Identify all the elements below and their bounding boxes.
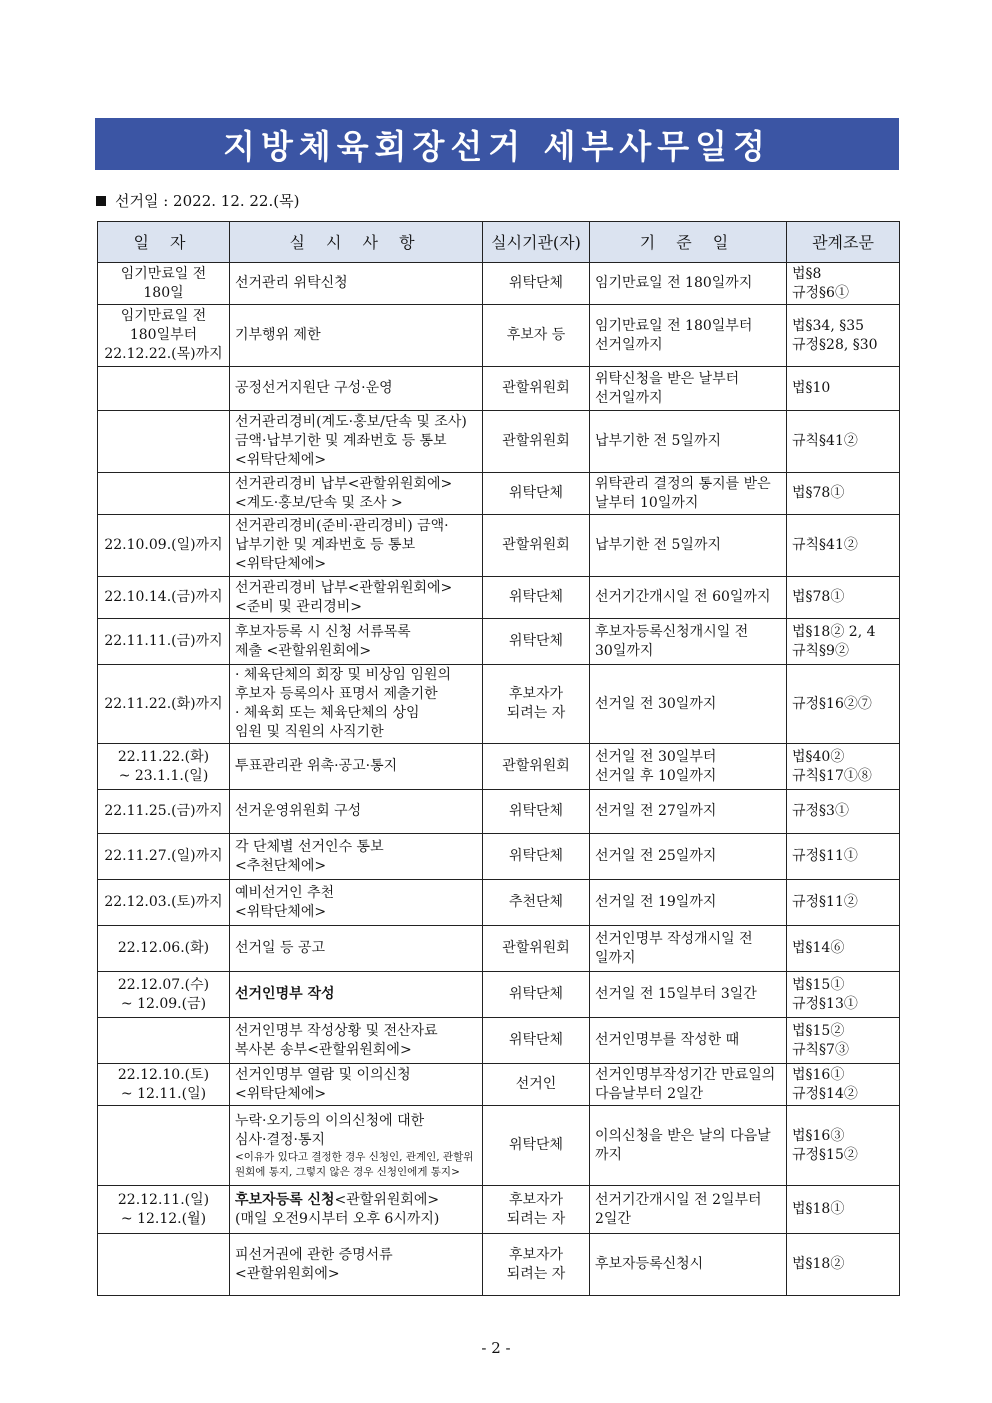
cell-line: 위탁단체 [508,589,564,605]
cell-line: 위탁단체 [508,848,564,864]
cell-task [230,880,483,926]
cell-task [230,305,483,367]
cell-line: 규칙§17①⑧ [792,767,872,784]
cell-article [787,577,900,619]
cell-line: 납부기한 및 계좌번호 등 통보 [235,537,416,553]
table-row [98,790,900,834]
cell-line: 법§18② 2, 4 [792,623,876,640]
cell-basis [590,926,787,972]
table-row [98,1106,900,1186]
cell-basis [590,1106,787,1186]
cell-line: 선거기간개시일 전 60일까지 [595,589,771,605]
cell-line: ~ 12.11.(일) [120,1085,207,1102]
cell-task [230,473,483,515]
cell-basis [590,577,787,619]
cell-date [98,1018,230,1064]
cell-date [98,790,230,834]
cell-line: 22.11.27.(일)까지 [104,848,223,864]
cell-line: 후보자가 [508,1246,564,1263]
cell-line: 각 단체별 선거인수 통보 [235,838,384,855]
cell-line: 22.11.22.(화)까지 [104,695,223,712]
table-row [98,263,900,305]
table-row [98,880,900,926]
cell-task [230,790,483,834]
cell-agency [483,1064,590,1106]
cell-date [98,926,230,972]
cell-line: 예비선거인 추천 [235,884,335,901]
cell-task [230,1186,483,1234]
cell-task [230,744,483,790]
table-row [98,305,900,367]
election-date: 선거일 : 2022. 12. 22.(목) [115,192,300,210]
cell-date [98,1064,230,1106]
cell-line: 규정§16②⑦ [792,695,872,712]
table-row [98,744,900,790]
cell-line: 선거일 전 15일부터 3일간 [595,986,757,1002]
cell-line: 납부기한 전 5일까지 [595,433,721,449]
cell-line: 법§16① [792,1066,845,1083]
cell-line: 되려는 자 [506,1265,566,1282]
cell-line: 임기만료일 전 [120,308,207,324]
cell-line: 후보자등록 시 신청 서류목록 [235,623,411,640]
cell-line: 법§78① [792,485,845,501]
table-row [98,1064,900,1106]
cell-basis [590,665,787,744]
cell-line: 22.10.09.(일)까지 [104,537,223,553]
cell-line: <위탁단체에> [235,452,327,468]
cell-line: 22.12.06.(화) [117,940,210,956]
cell-date [98,744,230,790]
cell-article [787,665,900,744]
cell-basis [590,411,787,473]
cell-line: 선거관리경비 납부<관할위원회에> [235,579,453,596]
cell-date [98,665,230,744]
cell-line: 선거인명부작성기간 만료일의 [595,1066,776,1083]
cell-line: 투표관리관 위촉·공고·통지 [235,758,398,774]
cell-line: 법§14⑥ [792,940,845,956]
cell-line: 선거관리경비 납부<관할위원회에> [235,475,453,492]
cell-line: <추천단체에> [235,857,327,874]
cell-line: 임기만료일 전 180일까지 [595,275,753,291]
cell-line: 되려는 자 [506,705,566,721]
cell-article [787,972,900,1018]
cell-line: 규정§11② [792,894,858,910]
cell-line: 규정§6① [792,284,849,301]
table-row [98,367,900,411]
cell-date [98,1234,230,1296]
cell-line: 선거인명부 작성개시일 전 [595,930,753,947]
cell-line: 선거일까지 [595,336,663,353]
cell-line: 선거일 전 30일까지 [595,695,717,712]
cell-line: 임원 및 직원의 사직기한 [235,724,384,740]
table-row [98,515,900,577]
cell-line: 선거기간개시일 전 2일부터 [595,1191,762,1208]
cell-line: 공정선거지원단 구성·운영 [235,380,393,396]
cell-line: 위탁단체 [508,633,564,649]
cell-line: 22.12.10.(토) [117,1066,210,1083]
election-date-line [96,190,299,211]
cell-line: 법§8 [792,265,822,282]
cell-basis [590,1234,787,1296]
cell-line: 규칙§41② [792,433,858,449]
cell-article [787,1186,900,1234]
cell-line: 선거일 후 10일까지 [595,767,717,784]
table-header-row [98,222,900,263]
table-row [98,1186,900,1234]
cell-agency [483,972,590,1018]
cell-date [98,834,230,880]
cell-line: 선거인명부 작성상황 및 전산자료 [235,1022,438,1039]
cell-line: 후보자 등 [506,327,566,343]
cell-line: <관할위원회에> [334,1191,440,1208]
cell-line: 선거일 전 25일까지 [595,848,717,864]
cell-line: 후보자 등록의사 표명서 제출기한 [235,686,438,702]
cell-line: 임기만료일 전 [120,265,207,282]
header-date: 일 자 [98,222,230,263]
cell-agency [483,665,590,744]
cell-line: 법§15① [792,976,845,993]
cell-task [230,515,483,577]
cell-line: <위탁단체에> [235,1085,327,1102]
cell-line: 선거일 전 30일부터 [595,748,717,765]
table-row [98,972,900,1018]
cell-task [230,577,483,619]
table-row [98,411,900,473]
table-row [98,577,900,619]
cell-line: 후보자가 [508,686,564,702]
cell-agency [483,411,590,473]
cell-agency [483,1018,590,1064]
cell-task [230,1064,483,1106]
cell-line: 관할위원회 [502,940,570,956]
cell-line: 위탁단체 [508,986,564,1002]
cell-agency [483,834,590,880]
cell-line: 누락·오기등의 이의신청에 대한 [235,1112,425,1129]
cell-task [230,834,483,880]
cell-line: 규칙§9② [792,642,849,659]
cell-basis [590,1186,787,1234]
cell-line: 다음날부터 2일간 [595,1085,704,1102]
cell-line: 피선거권에 관한 증명서류 [235,1246,393,1263]
header-task: 실 시 사 항 [230,222,483,263]
cell-line: 법§40② [792,748,845,765]
square-bullet-icon [96,196,106,206]
cell-agency [483,1234,590,1296]
cell-article [787,411,900,473]
cell-date [98,880,230,926]
cell-line: 추천단체 [508,894,564,910]
cell-agency [483,880,590,926]
cell-line: 규칙§41② [792,537,858,553]
cell-basis [590,834,787,880]
cell-line: 선거운영위원회 구성 [235,803,362,819]
cell-article [787,926,900,972]
cell-task [230,619,483,665]
cell-line: 임기만료일 전 180일부터 [595,317,753,334]
cell-article [787,619,900,665]
cell-article [787,1064,900,1106]
cell-task [230,665,483,744]
cell-task [230,1018,483,1064]
cell-line: 선거관리경비(준비·관리경비) 금액· [235,518,449,534]
table-row [98,1234,900,1296]
cell-line: 관할위원회 [502,433,570,449]
cell-basis [590,515,787,577]
task-strong-text: 후보자등록 신청 [235,1191,335,1208]
cell-line: 30일까지 [595,642,654,659]
cell-line: <계도·홍보/단속 및 조사 > [235,494,403,511]
cell-line: 선거인 [515,1076,557,1092]
header-basis: 기 준 일 [590,222,787,263]
cell-article [787,515,900,577]
cell-agency [483,305,590,367]
cell-line: 날부터 10일까지 [595,494,699,511]
cell-line: 선거일 전 27일까지 [595,803,717,819]
cell-line: (매일 오전9시부터 오후 6시까지) [235,1210,440,1227]
cell-agency [483,619,590,665]
cell-line: 선거관리 위탁신청 [235,275,348,291]
cell-basis [590,305,787,367]
cell-date [98,263,230,305]
table-row [98,1018,900,1064]
cell-line: 후보자등록신청시 [595,1256,704,1272]
cell-article [787,744,900,790]
cell-agency [483,263,590,305]
cell-date [98,367,230,411]
cell-line: 규정§15② [792,1146,858,1163]
page-number: - 2 - [481,1339,511,1357]
cell-line: 22.11.22.(화) [117,748,210,765]
cell-line: 법§16③ [792,1127,845,1144]
cell-basis [590,1018,787,1064]
cell-line: 심사·결정·통지 [235,1131,326,1148]
cell-article [787,473,900,515]
header-agency: 실시기관(자) [483,222,590,263]
cell-line: 위탁단체 [508,485,564,501]
cell-agency [483,790,590,834]
cell-line: <위탁단체에> [235,903,327,920]
cell-line: 위탁단체 [508,275,564,291]
cell-agency [483,577,590,619]
cell-task [230,1106,483,1186]
cell-line: 법§34, §35 [792,317,865,334]
cell-line: 180일부터 [129,327,198,343]
cell-line: 선거일 등 공고 [235,940,326,956]
cell-line: <관할위원회에> [235,1265,340,1282]
cell-line: 22.12.07.(수) [117,976,210,993]
cell-line: · 체육회 또는 체육단체의 상임 [235,705,420,721]
cell-basis [590,263,787,305]
cell-article [787,790,900,834]
cell-line: 관할위원회 [502,380,570,396]
cell-basis [590,972,787,1018]
cell-agency [483,1106,590,1186]
cell-article [787,880,900,926]
table-row [98,473,900,515]
cell-line: 법§18② [792,1256,845,1272]
cell-article [787,305,900,367]
cell-line: 180일 [143,284,184,301]
cell-article [787,1234,900,1296]
cell-date [98,972,230,1018]
cell-line: ~ 12.12.(월) [120,1210,207,1227]
cell-date [98,577,230,619]
cell-agency [483,1186,590,1234]
cell-line: 22.10.14.(금)까지 [104,589,223,605]
cell-line: ~ 23.1.1.(일) [118,767,209,784]
cell-date [98,619,230,665]
cell-task [230,411,483,473]
cell-basis [590,473,787,515]
cell-task [230,972,483,1018]
cell-line: 관할위원회 [502,758,570,774]
cell-agency [483,744,590,790]
cell-line: 선거인명부 작성 [235,986,335,1002]
cell-line: 이의신청을 받은 날의 다음날까지 [595,1127,771,1163]
cell-basis [590,619,787,665]
cell-article [787,367,900,411]
cell-line: 규정§13① [792,995,858,1012]
cell-line: ~ 12.09.(금) [120,995,207,1012]
cell-task [230,367,483,411]
table-row [98,665,900,744]
cell-line: 되려는 자 [506,1210,566,1227]
cell-line: 선거인명부를 작성한 때 [595,1032,740,1048]
cell-line: 법§18① [792,1201,845,1217]
cell-line: 22.11.11.(금)까지 [104,633,223,649]
cell-line: 일까지 [595,949,636,966]
cell-agency [483,473,590,515]
cell-line: 법§15② [792,1022,845,1039]
schedule-table [97,221,900,1296]
cell-article [787,263,900,305]
cell-line: 규칙§7③ [792,1041,849,1058]
cell-task [230,926,483,972]
cell-line: 후보자가 [508,1191,564,1208]
cell-line: 선거인명부 열람 및 이의신청 [235,1066,411,1083]
cell-line: 2일간 [595,1210,631,1227]
cell-line: 22.12.03.(토)까지 [104,894,223,910]
table-row [98,619,900,665]
cell-line: 규정§3① [792,803,849,819]
cell-line: 규정§11① [792,848,858,864]
cell-line: 납부기한 전 5일까지 [595,537,721,553]
cell-line: 규정§14② [792,1085,858,1102]
cell-agency [483,926,590,972]
cell-line: 법§78① [792,589,845,605]
cell-line: · 체육단체의 회장 및 비상임 임원의 [235,667,452,683]
cell-line: 선거관리경비(계도·홍보/단속 및 조사) [235,414,467,430]
cell-small-note: <이유가 있다고 결정한 경우 신청인, 관계인, 관할위원회에 통지, 그렇지 않은 경우 신청인에게 통지> [235,1150,474,1178]
cell-line: <위탁단체에> [235,556,327,572]
schedule-body [98,263,900,1296]
cell-date [98,411,230,473]
cell-article [787,834,900,880]
cell-date [98,1186,230,1234]
cell-article [787,1018,900,1064]
cell-line: 제출 <관할위원회에> [235,642,372,659]
cell-basis [590,790,787,834]
cell-agency [483,367,590,411]
cell-line: 위탁관리 결정의 통지를 받은 [595,475,771,492]
cell-line: 22.12.22.(목)까지 [104,346,223,362]
cell-basis [590,880,787,926]
cell-task [230,1234,483,1296]
cell-line: 선거일 전 19일까지 [595,894,717,910]
cell-line: 기부행위 제한 [235,327,321,343]
cell-task [230,263,483,305]
cell-line: 규정§28, §30 [792,336,878,353]
cell-line: 관할위원회 [502,537,570,553]
cell-line: 법§10 [792,380,831,396]
cell-line: 22.11.25.(금)까지 [104,803,223,819]
cell-basis [590,1064,787,1106]
header-article: 관계조문 [787,222,900,263]
cell-line: <준비 및 관리경비> [235,598,363,615]
cell-date [98,515,230,577]
cell-line: 위탁단체 [508,1032,564,1048]
cell-line: 복사본 송부<관할위원회에> [235,1041,412,1058]
cell-article [787,1106,900,1186]
cell-date [98,1106,230,1186]
cell-line: 후보자등록신청개시일 전 [595,623,749,640]
cell-line: 선거일까지 [595,389,663,406]
cell-line: 위탁단체 [508,803,564,819]
table-row [98,926,900,972]
document-title: 지방체육회장선거 세부사무일정 [95,118,899,170]
cell-line: 위탁단체 [508,1137,564,1153]
cell-basis [590,744,787,790]
table-row [98,834,900,880]
cell-basis [590,367,787,411]
cell-line: 위탁신청을 받은 날부터 [595,370,740,387]
cell-date [98,473,230,515]
cell-date [98,305,230,367]
cell-line: 22.12.11.(일) [117,1191,210,1208]
cell-line: 금액·납부기한 및 계좌번호 등 통보 [235,433,447,449]
cell-agency [483,515,590,577]
